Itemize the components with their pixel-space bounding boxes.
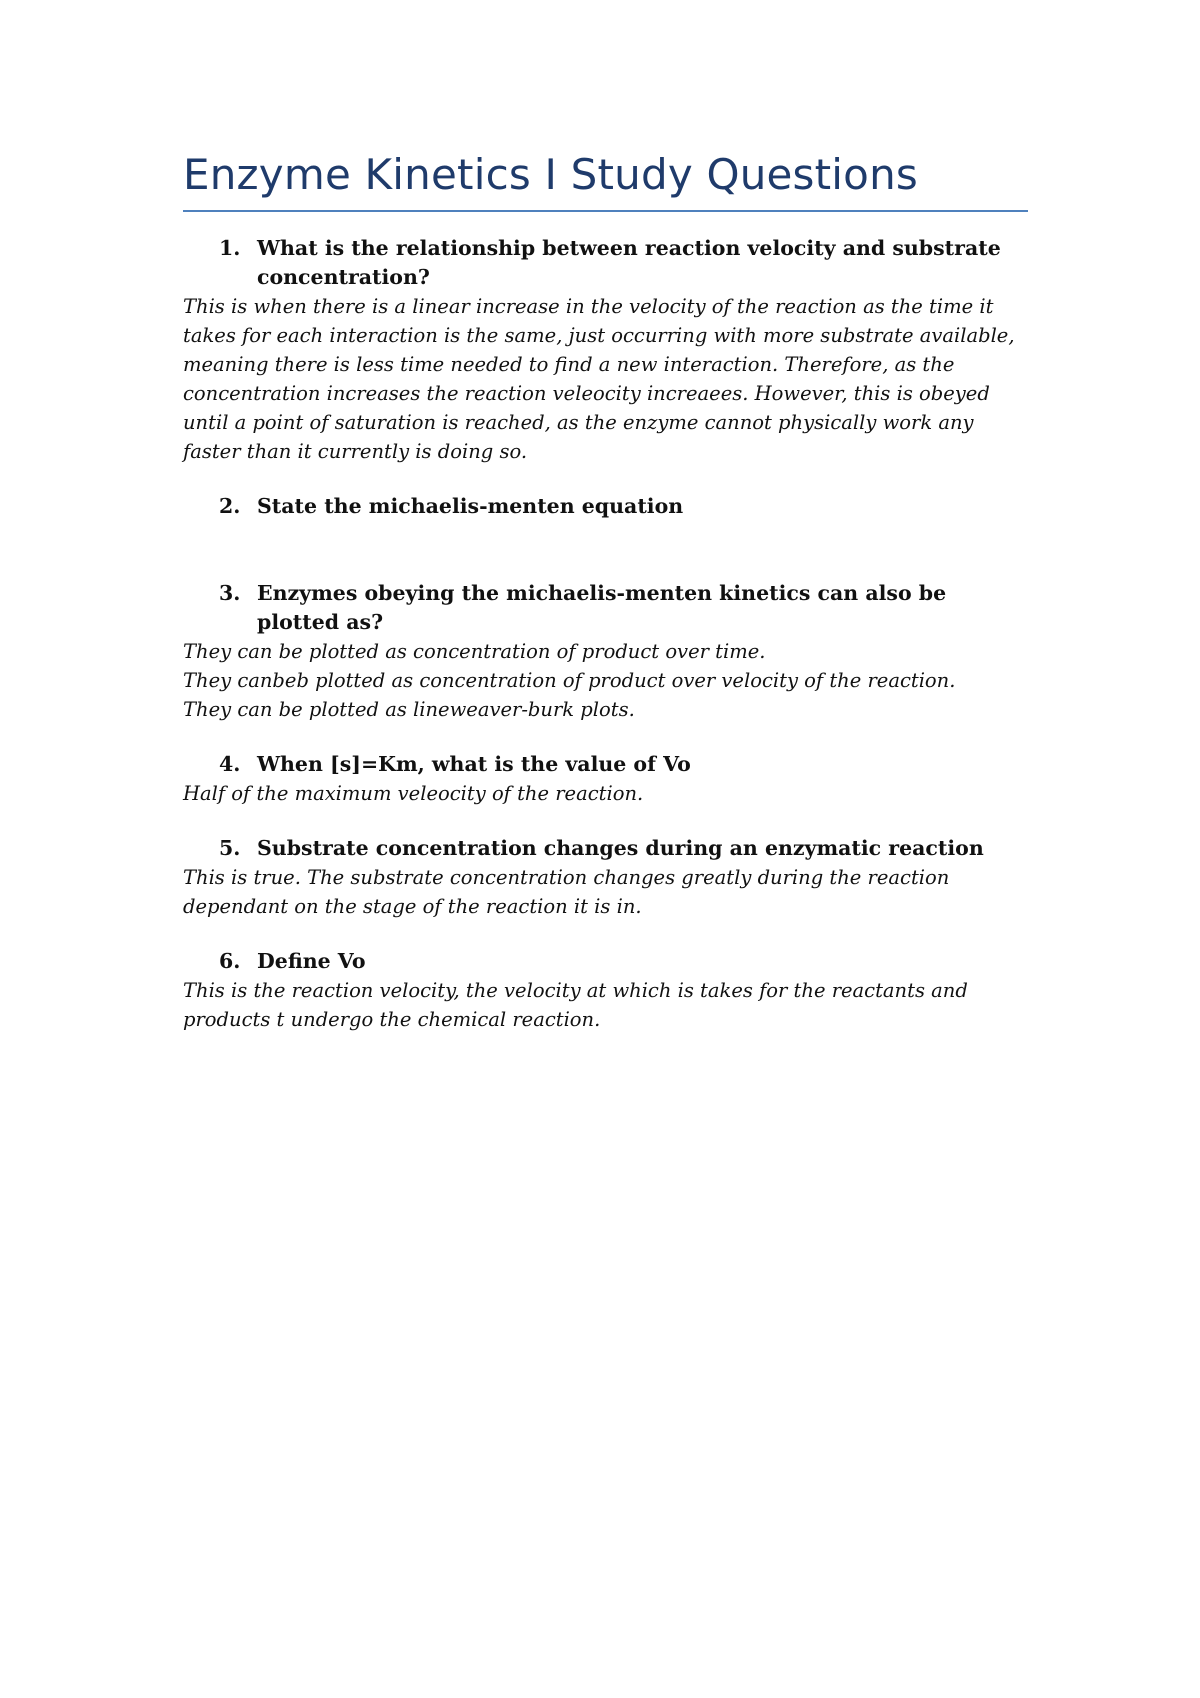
answer-1 [183, 292, 1028, 466]
answer-6 [183, 976, 1028, 1034]
question-text: What is the relationship between reaction velocity and substrate concentration? [257, 236, 1001, 290]
answer-line: This is true. The substrate concentration changes greatly during the reaction dependant on the stage of the reaction it is in. [183, 866, 950, 919]
document-content [183, 150, 1028, 1060]
question-6 [183, 947, 1028, 976]
question-number: 2. [219, 494, 241, 519]
answer-4 [183, 779, 1028, 808]
answer-line: This is the reaction velocity, the velocity at which is takes for the reactants and products t undergo the chemical reaction. [183, 979, 968, 1032]
question-block-5 [183, 834, 1028, 921]
answer-line: This is when there is a linear increase in the velocity of the reaction as the time it takes for each interaction is the same, just occurring with more substrate available, meaning there is less time needed to find a new interaction. Therefore, as the concentration increases the reaction veleocity increaees. However, this is obeyed until a point of saturation is reached, as the enzyme cannot physically work any faster than it currently is doing so. [183, 295, 1015, 464]
question-3 [183, 579, 1028, 637]
question-5 [183, 834, 1028, 863]
question-4 [183, 750, 1028, 779]
answer-line: They can be plotted as concentration of product over time. [183, 640, 766, 664]
answer-3 [183, 637, 1028, 724]
answer-line: They can be plotted as lineweaver-burk plots. [183, 698, 635, 722]
question-number: 6. [219, 949, 241, 974]
question-number: 5. [219, 836, 241, 861]
question-1 [183, 234, 1028, 292]
question-block-2 [183, 492, 1028, 521]
question-text: Substrate concentration changes during an enzymatic reaction [257, 836, 984, 861]
question-number: 3. [219, 581, 241, 606]
question-block-3 [183, 579, 1028, 724]
answer-line: They canbeb plotted as concentration of product over velocity of the reaction. [183, 669, 956, 693]
question-number: 4. [219, 752, 241, 777]
question-text: State the michaelis-menten equation [257, 494, 684, 519]
question-block-6 [183, 947, 1028, 1034]
question-text: Enzymes obeying the michaelis-menten kinetics can also be plotted as? [257, 581, 947, 635]
question-2 [183, 492, 1028, 521]
question-text: When [s]=Km, what is the value of Vo [257, 752, 691, 777]
page-title: Enzyme Kinetics I Study Questions [183, 150, 918, 199]
question-text: Define Vo [257, 949, 366, 974]
answer-5 [183, 863, 1028, 921]
question-block-1 [183, 234, 1028, 466]
question-number: 1. [219, 236, 241, 261]
title-underline [183, 210, 1028, 212]
answer-line: Half of the maximum veleocity of the reaction. [183, 782, 644, 806]
question-block-4 [183, 750, 1028, 808]
